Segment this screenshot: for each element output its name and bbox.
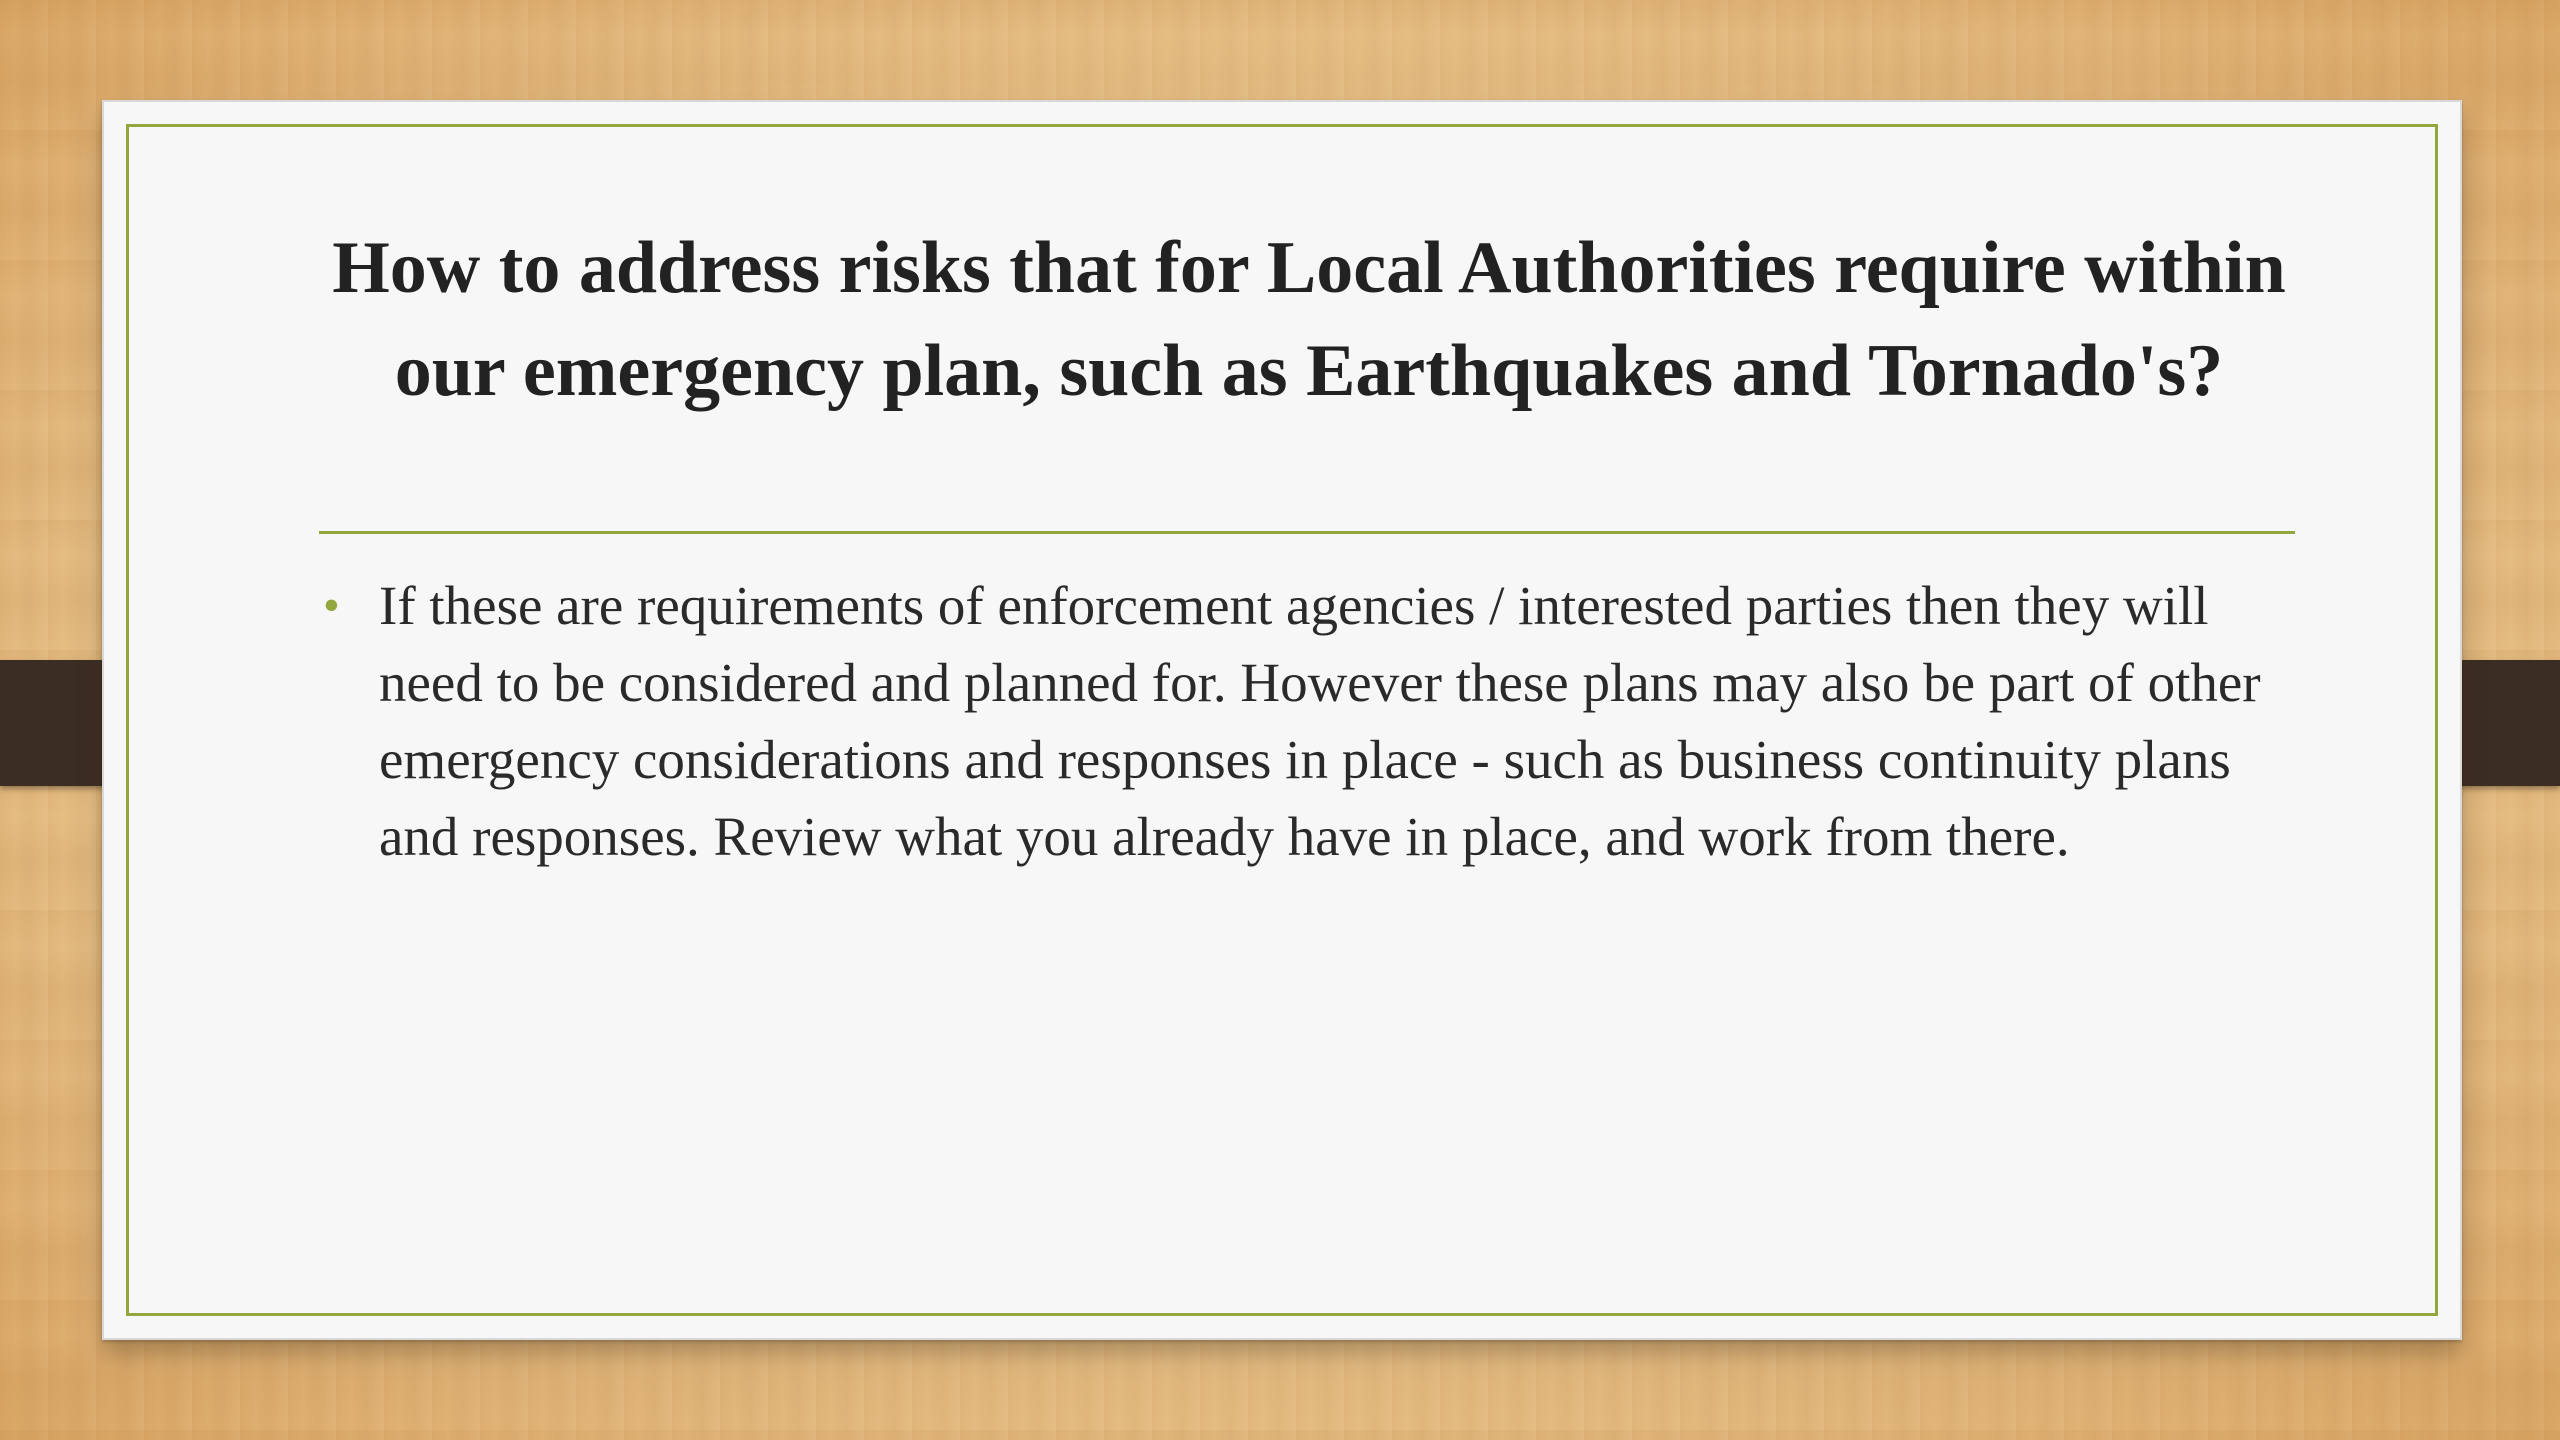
title-divider — [319, 531, 2295, 534]
bullet-text: If these are requirements of enforcement agencies / interested parties then they will need to be considered and planned for. However these plans may also be part of other emergency considerations and responses in place - such as business continuity plans and responses. Review what you already have in place, and work from there. — [379, 575, 2261, 867]
slide-title: How to address risks that for Local Authorities require within our emergency plan, such as Earthquakes and Tornado's? — [332, 227, 2286, 412]
bullet-list — [319, 567, 2309, 875]
slide-card — [102, 100, 2462, 1340]
bullet-marker: • — [323, 579, 340, 632]
bullet-item — [319, 567, 2309, 875]
slide-inner-frame — [126, 124, 2438, 1316]
